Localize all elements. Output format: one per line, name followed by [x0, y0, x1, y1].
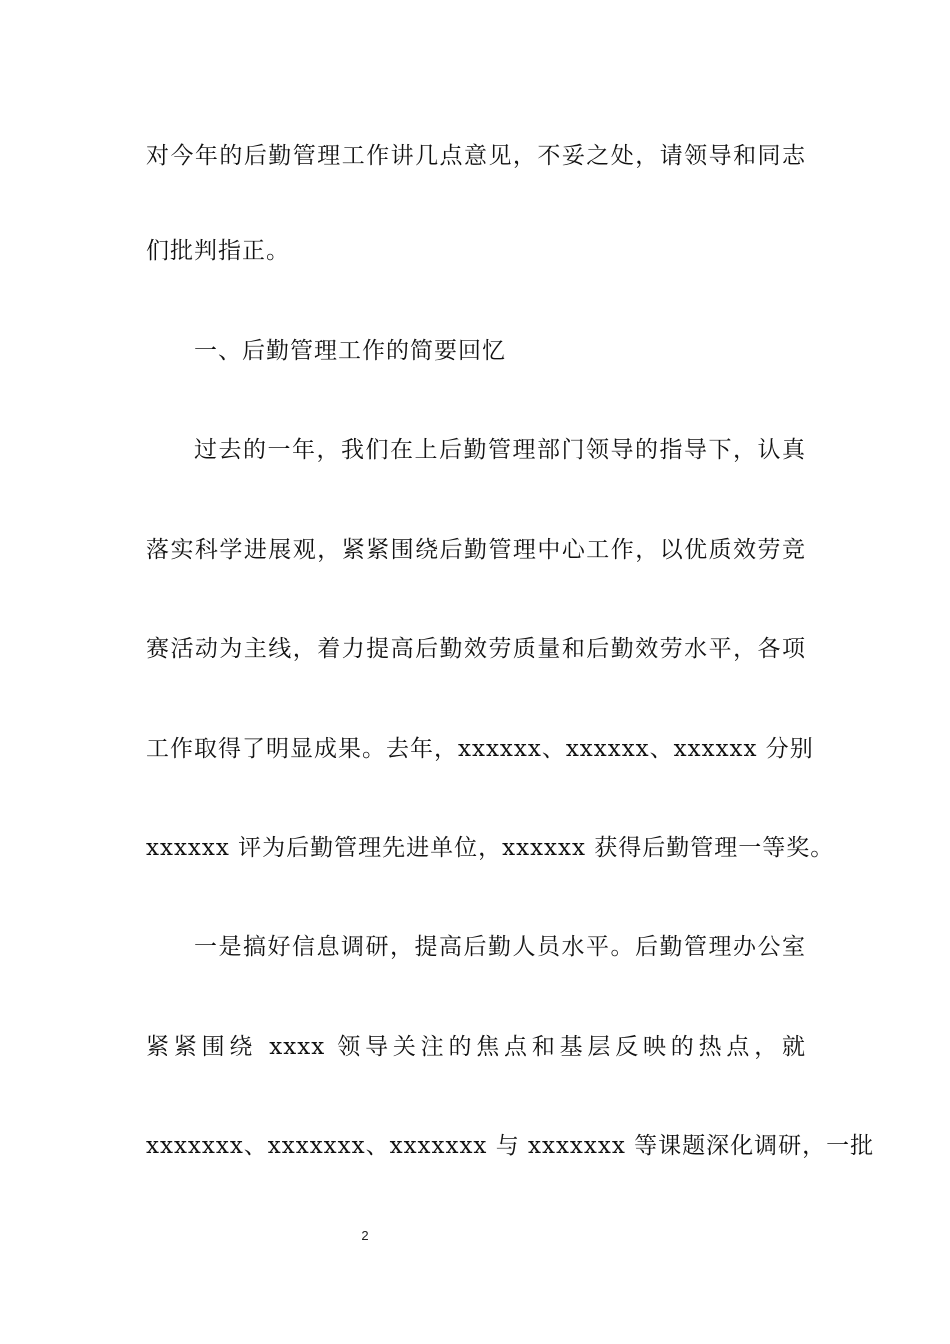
- paragraph-line-6: 工作取得了明显成果。去年，xxxxxx、xxxxxx、xxxxxx 分别: [146, 736, 814, 762]
- paragraph-line-3: 过去的一年，我们在上后勤管理部门领导的指导下，认真: [194, 437, 806, 463]
- paragraph-line-5: 赛活动为主线，着力提高后勤效劳质量和后勤效劳水平，各项: [146, 636, 806, 662]
- paragraph-line-4: 落实科学进展观，紧紧围绕后勤管理中心工作，以优质效劳竞: [146, 537, 806, 563]
- paragraph-line-2: 们批判指正。: [146, 238, 290, 264]
- paragraph-line-10: xxxxxxx、xxxxxxx、xxxxxxx 与 xxxxxxx 等课题深化调研，一批: [146, 1133, 875, 1159]
- paragraph-line-7: xxxxxx 评为后勤管理先进单位，xxxxxx 获得后勤管理一等奖。: [146, 835, 835, 861]
- section-heading: 一、后勤管理工作的简要回忆: [194, 338, 506, 364]
- paragraph-line-9: 紧紧围绕 xxxx 领导关注的焦点和基层反映的热点，就: [146, 1034, 806, 1060]
- page-number: 2: [361, 1228, 369, 1243]
- paragraph-line-1: 对今年的后勤管理工作讲几点意见，不妥之处，请领导和同志: [146, 143, 806, 169]
- paragraph-line-8: 一是搞好信息调研，提高后勤人员水平。后勤管理办公室: [194, 934, 806, 960]
